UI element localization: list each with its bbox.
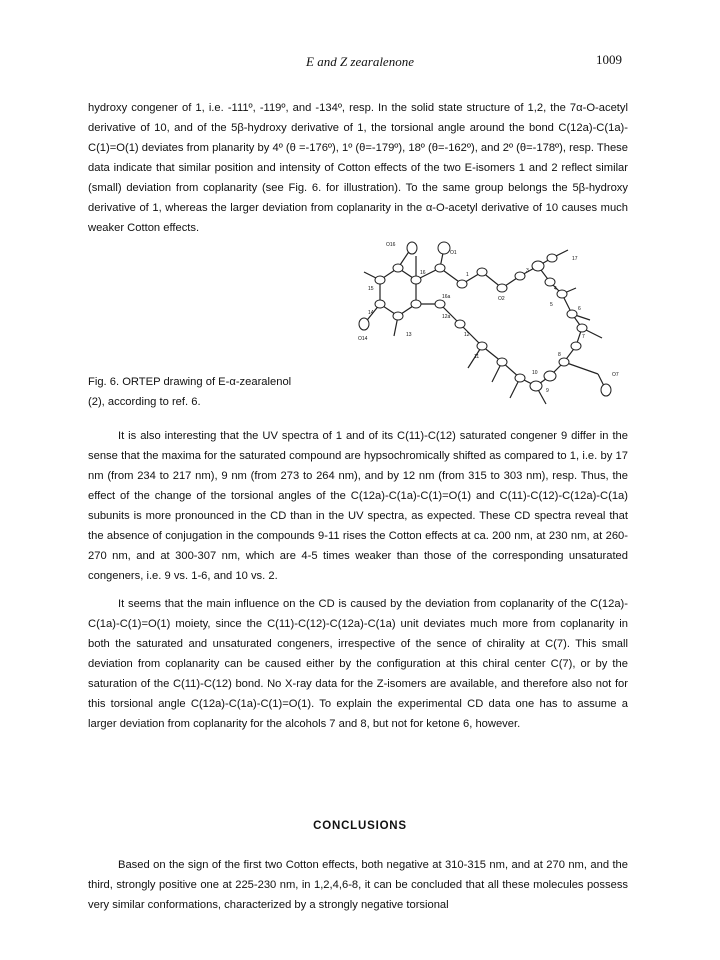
svg-text:O2: O2	[498, 296, 505, 302]
svg-text:5: 5	[550, 302, 553, 308]
paragraph-1: hydroxy congener of 1, i.e. -111º, -119º, and -134º, resp. In the solid state structure of 1,2, the 7α-O-acetyl derivative of 10, and of the 5β-hydroxy derivative of 1, the torsional angle around the bond C(12a)-C(1a)-C(1)=O(1) deviates from planarity by 4º (θ =-176º), 1º (θ=-179º), 18º (θ=-162º), and 2º (θ=-178º), resp. These data indicate that similar position and intensity of Cotton effects of the two E-isomers 1 and 2 reflect similar (small) deviation from coplanarity (see Fig. 6. for illustration). To the same group belongs the 5β-hydroxy derivative of 1, whereas the larger deviation from coplanarity in the α-O-acetyl derivative of 10 causes much weaker Cotton effects.	[88, 102, 628, 234]
svg-text:3: 3	[526, 268, 529, 274]
svg-text:1: 1	[466, 272, 469, 278]
svg-text:11: 11	[474, 354, 480, 360]
svg-text:13: 13	[406, 332, 412, 338]
conclusions-heading: CONCLUSIONS	[313, 820, 407, 832]
figure-caption: Fig. 6. ORTEP drawing of E-α-zearalenol (2), according to ref. 6.	[88, 376, 292, 408]
svg-text:O14: O14	[358, 336, 368, 342]
running-title-text: E and Z zearalenone	[306, 54, 414, 69]
page-number: 1009	[596, 52, 622, 67]
paragraph-4: Based on the sign of the first two Cotton effects, both negative at 310-315 nm, and at 270 nm, and the third, strongly positive one at 225-230 nm, in 1,2,4,6-8, it can be concluded that all these molecules possess very similar conformations, characterized by a strongly negative torsional	[88, 859, 628, 911]
svg-text:6: 6	[578, 306, 581, 312]
svg-text:14: 14	[368, 310, 374, 316]
svg-text:4: 4	[554, 286, 557, 292]
svg-text:15: 15	[368, 286, 374, 292]
svg-text:12a: 12a	[442, 314, 451, 320]
ortep-figure	[350, 238, 630, 416]
svg-text:8: 8	[558, 352, 561, 358]
svg-text:O7: O7	[612, 372, 619, 378]
svg-text:9: 9	[546, 388, 549, 394]
paragraph-3: It seems that the main influence on the CD is caused by the deviation from coplanarity of the C(12a)-C(1a)-C(1)=O(1) moiety, since the C(11)-C(12)-C(12a)-C(1a) unit deviates much more from coplanarity in both the saturated and unsaturated congeners, irrespective of the sence of chirality at C(7). This small deviation from coplanarity can be caused either by the configuration at this chiral center C(7), or by the saturation of the C(11)-C(12) bond. No X-ray data for the Z-isomers are available, and therefore also not for this torsional angle C(12a)-C(1a)-C(1)=O(1). To explain the experimental CD data one has to assume a larger deviation from coplanarity for the alcohols 7 and 8, but not for ketone 6, however.	[88, 598, 628, 730]
svg-text:O1: O1	[450, 250, 457, 256]
svg-text:16a: 16a	[442, 294, 451, 300]
svg-text:12: 12	[464, 332, 470, 338]
svg-text:17: 17	[572, 256, 578, 262]
ortep-atoms	[359, 242, 611, 396]
svg-text:10: 10	[532, 370, 538, 376]
paragraph-2: It is also interesting that the UV spectra of 1 and of its C(11)-C(12) saturated congener 9 differ in the sense that the maxima for the saturated compound are hypsochromically shifted as compared to 1, i.e. by 17 nm (from 234 to 217 nm), 9 nm (from 273 to 264 nm), and by 12 nm (from 315 to 303 nm), resp. Thus, the effect of the change of the torsional angles of the C(12a)-C(1a)-C(1)=O(1) and C(11)-C(12)-C(12a)-C(1a) subunits is more pronounced in the CD than in the UV spectra, as expected. These CD spectra reveal that the absence of conjugation in the compounds 9-11 rises the Cotton effects at ca. 200 nm, at 230 nm, at 260-270 nm, and at 300-307 nm, which are 4-5 times weaker than those of the corresponding unsaturated congeners, i.e. 9 vs. 1-6, and 10 vs. 2.	[88, 430, 628, 582]
svg-text:7: 7	[582, 334, 585, 340]
svg-text:O16: O16	[386, 242, 396, 248]
svg-text:16: 16	[420, 270, 426, 276]
